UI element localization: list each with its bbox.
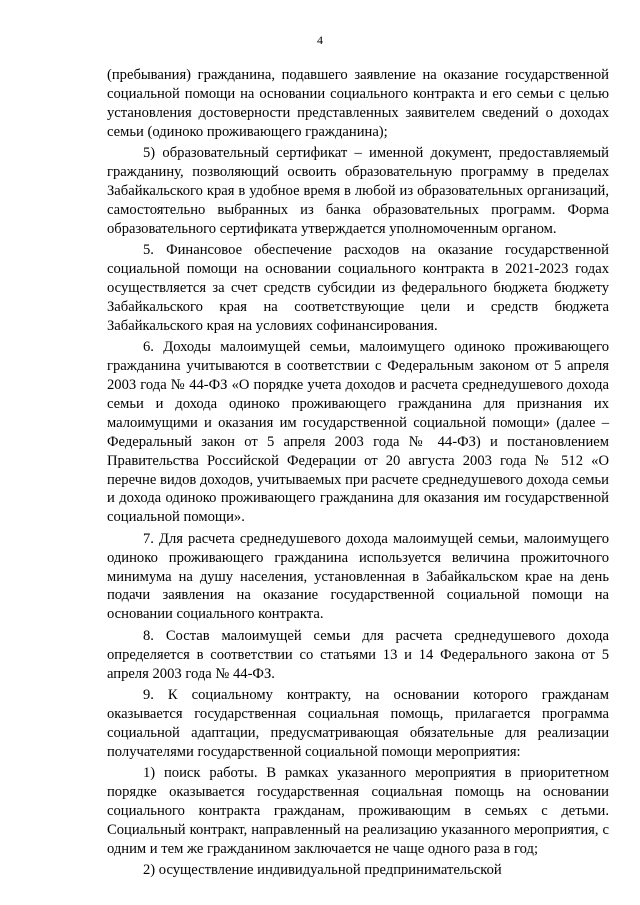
- paragraph-item-5-certificate: 5) образовательный сертификат – именной документ, предоставляемый гражданину, позволяющий освоить образовательную программу в пределах Забайкальского края в удобное время в любой из образовательных организаций, самостоятельно выбранных из банка образовательных программ. Форма образовательного сертификата утверждается уполномоченным органом.: [107, 145, 609, 237]
- page-number: 4: [317, 33, 323, 47]
- paragraph-clause-8: 8. Состав малоимущей семьи для расчета среднедушевого дохода определяется в соответствии со статьями 13 и 14 Федерального закона от 5 апреля 2003 года № 44-ФЗ.: [107, 627, 609, 682]
- paragraph-continuation: (пребывания) гражданина, подавшего заявление на оказание государственной социальной помощи на основании социального контракта и его семьи с целью установления достоверности представленных заявителем сведений о доходах семьи (одиноко проживающего гражданина);: [107, 67, 609, 140]
- paragraph-clause-9: 9. К социальному контракту, на основании которого гражданам оказывается государственная социальная помощь, прилагается программа социальной адаптации, предусматривающая обязательные для реализации получателями государственной социальной помощи мероприятия:: [107, 687, 609, 760]
- paragraph-clause-5: 5. Финансовое обеспечение расходов на оказание государственной социальной помощи на основании социального контракта в 2021-2023 годах осуществляется за счет средств субсидии из федерального бюджета бюджету Забайкальского края на соответствующие цели и средств бюджета Забайкальского края на условиях софинансирования.: [107, 242, 609, 334]
- paragraph-clause-7: 7. Для расчета среднедушевого дохода малоимущей семьи, малоимущего одиноко проживающего гражданина используется величина прожиточного минимума на душу населения, установленная в Забайкальском крае на день подачи заявления на оказание государственной социальной помощи на основании социального контракта.: [107, 530, 609, 623]
- document-body: [107, 66, 609, 883]
- paragraph-item-1-job-search: 1) поиск работы. В рамках указанного мероприятия в приоритетном порядке оказывается государственная социальная помощь на основании социального контракта гражданам, проживающим в семьях с детьми. Социальный контракт, направленный на реализацию указанного мероприятия, с одним и тем же гражданином заключается не чаще одного раза в год;: [107, 765, 609, 857]
- paragraph-item-2-business: 2) осуществление индивидуальной предпринимательской: [143, 862, 502, 879]
- paragraph-clause-6: 6. Доходы малоимущей семьи, малоимущего одиноко проживающего гражданина учитываются в соответствии с Федеральным законом от 5 апреля 2003 года № 44-ФЗ «О порядке учета доходов и расчета среднедушевого дохода семьи и дохода одиноко проживающего гражданина для признания их малоимущими и оказания им государственной социальной помощи» (далее – Федеральный закон от 5 апреля 2003 года № 44-ФЗ) и постановлением Правительства Российской Федерации от 20 августа 2003 года № 512 «О перечне видов доходов, учитываемых при расчете среднедушевого дохода семьи и дохода одиноко проживающего гражданина для оказания им государственной социальной помощи».: [107, 339, 609, 526]
